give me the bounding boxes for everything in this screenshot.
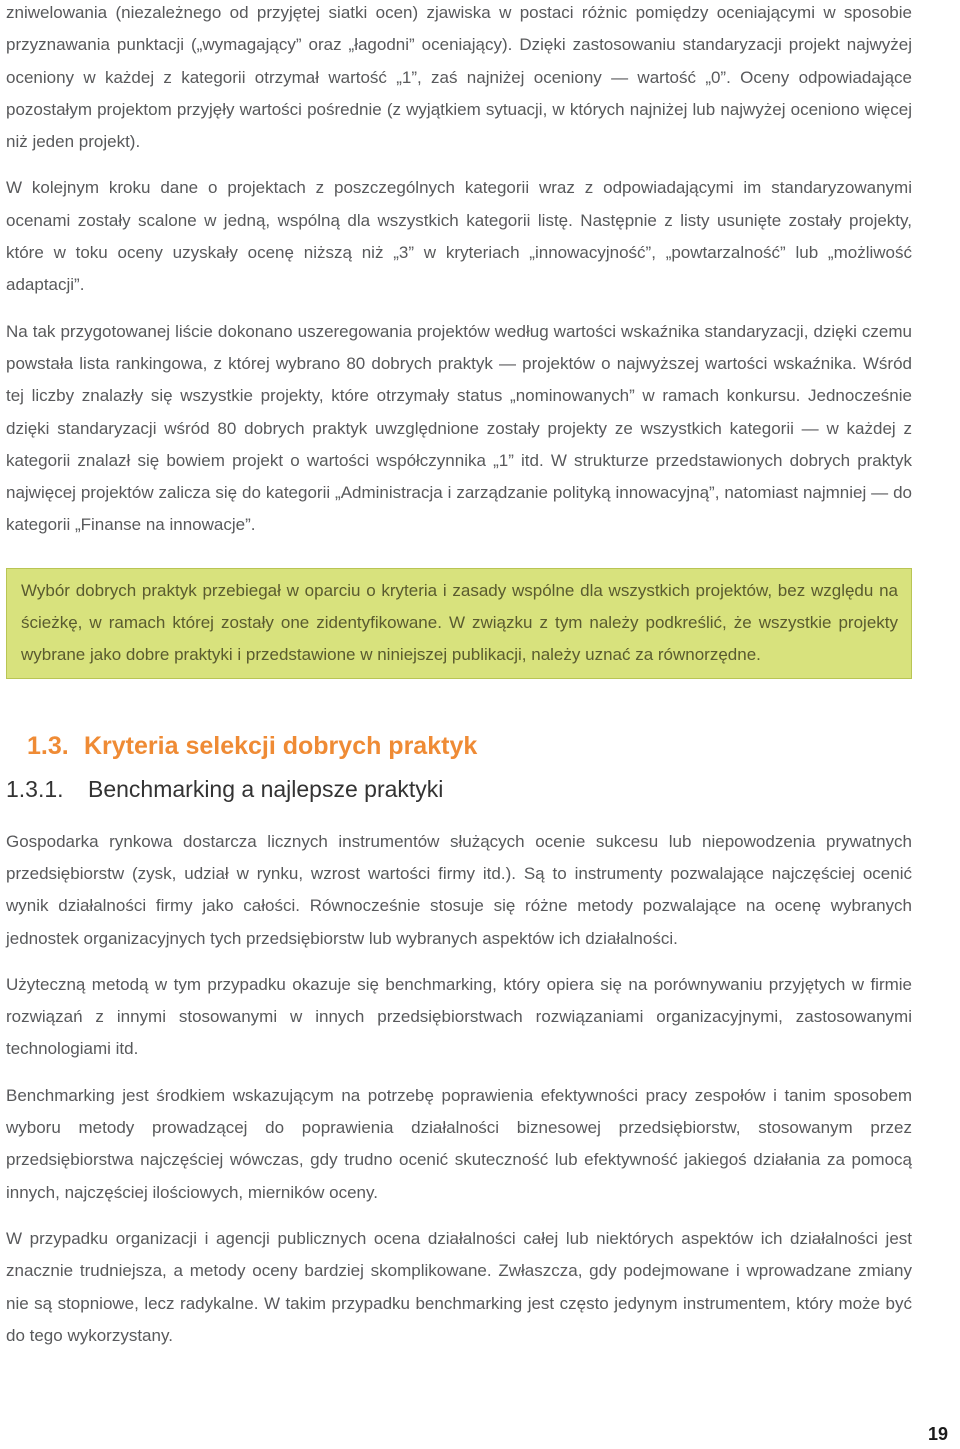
paragraph-market-economy: Gospodarka rynkowa dostarcza licznych instrumentów służących ocenie sukcesu lub niepowodzenia prywatnych przedsiębiorstw (zysk, udział w rynku, wzrost wartości firmy itd.). Są to instrumenty pozwalające najczęściej ocenić wynik działalności firmy jako całości. Równocześnie stosuje się różne metody pozwalające na ocenę wybranych jednostek organizacyjnych tych przedsiębiorstw lub wybranych aspektów ich działalności.	[6, 831, 912, 948]
subsection-number: 1.3.1.	[6, 775, 64, 802]
paragraph-benchmarking-means: Benchmarking jest środkiem wskazującym na potrzebę poprawienia efektywności pracy zespołów i tanim sposobem wyboru metody prowadzącej do poprawienia działalności biznesowej przedsiębiorstw, stosowanym przez przedsiębiorstwa najczęściej wówczas, gdy trudno ocenić skuteczność lub efektywność jakiegoś działania za pomocą innych, najczęściej ilościowych, mierników oceny.	[6, 1085, 912, 1202]
section-title: Kryteria selekcji dobrych praktyk	[84, 731, 478, 760]
document-page	[6, 0, 912, 1352]
highlight-box	[6, 568, 912, 679]
subsection-title: Benchmarking a najlepsze praktyki	[88, 775, 444, 802]
paragraph-benchmarking-method: Użyteczną metodą w tym przypadku okazuje się benchmarking, który opiera się na porównywaniu przyjętych w firmie rozwiązań z innymi stosowanymi w innych przedsiębiorstwach rozwiązaniami organizacyjnymi, zastosowanymi technologiami itd.	[6, 974, 912, 1059]
paragraph-merged-list: W kolejnym kroku dane o projektach z poszczególnych kategorii wraz z odpowiadającymi im standaryzowanymi ocenami zostały scalone w jedną, wspólną dla wszystkich kategorii listę. Następnie z listy usunięte zostały projekty, które w toku oceny uzyskały ocenę niższą niż „3” w kryteriach „innowacyjność”, „powtarzalność” lub „możliwość adaptacji”.	[6, 178, 912, 295]
subsection-heading	[6, 770, 912, 808]
paragraph-ranking: Na tak przygotowanej liście dokonano uszeregowania projektów według wartości wskaźnika standaryzacji, dzięki czemu powstała lista rankingowa, z której wybrano 80 dobrych praktyk — projektów o najwyższej wartości wskaźnika. Wśród tej liczby znalazły się wszystkie projekty, które otrzymały status „nominowanych” w ramach konkursu. Jednocześnie dzięki standaryzacji wśród 80 dobrych praktyk uwzględnione zostały projekty ze wszystkich kategorii — w każdej z kategorii znalazł się bowiem projekt o wartości współczynnika „1” itd. W strukturze przedstawionych dobrych praktyk najwięcej projektów zalicza się do kategorii „Administracja i zarządzanie polityką innowacyjną”, natomiast najmniej — do kategorii „Finanse na innowacje”.	[6, 321, 912, 535]
paragraph-public-agencies: W przypadku organizacji i agencji publicznych ocena działalności całej lub niektórych aspektów ich działalności jest znacznie trudniejsza, a metody oceny bardziej skomplikowane. Zwłaszcza, gdy podejmowane i wprowadzane zmiany nie są stopniowe, lecz radykalne. W takim przypadku benchmarking jest często jedynym instrumentem, który może być do tego wykorzystany.	[6, 1228, 912, 1345]
section-number: 1.3.	[27, 731, 69, 760]
highlight-text: Wybór dobrych praktyk przebiegał w oparciu o kryteria i zasady wspólne dla wszystkich projektów, bez względu na ścieżkę, w ramach której zostały one zidentyfikowane. W związku z tym należy podkreślić, że wszystkie projekty wybrane jako dobre praktyki i przedstawione w niniejszej publikacji, należy uznać za równorzędne.	[21, 580, 898, 665]
section-heading	[6, 726, 912, 766]
page-number: 19	[927, 1424, 948, 1444]
paragraph-standardization: zniwelowania (niezależnego od przyjętej siatki ocen) zjawiska w postaci różnic pomiędzy oceniającymi w sposobie przyznawania punktacji („wymagający” oraz „łagodni” oceniający). Dzięki zastosowaniu standaryzacji projekt najwyżej oceniony w każdej z kategorii otrzymał wartość „1”, zaś najniżej oceniony — wartość „0”. Oceny odpowiadające pozostałym projektom przyjęły wartości pośrednie (z wyjątkiem sytuacji, w których najniżej lub najwyżej oceniono więcej niż jeden projekt).	[6, 3, 912, 152]
